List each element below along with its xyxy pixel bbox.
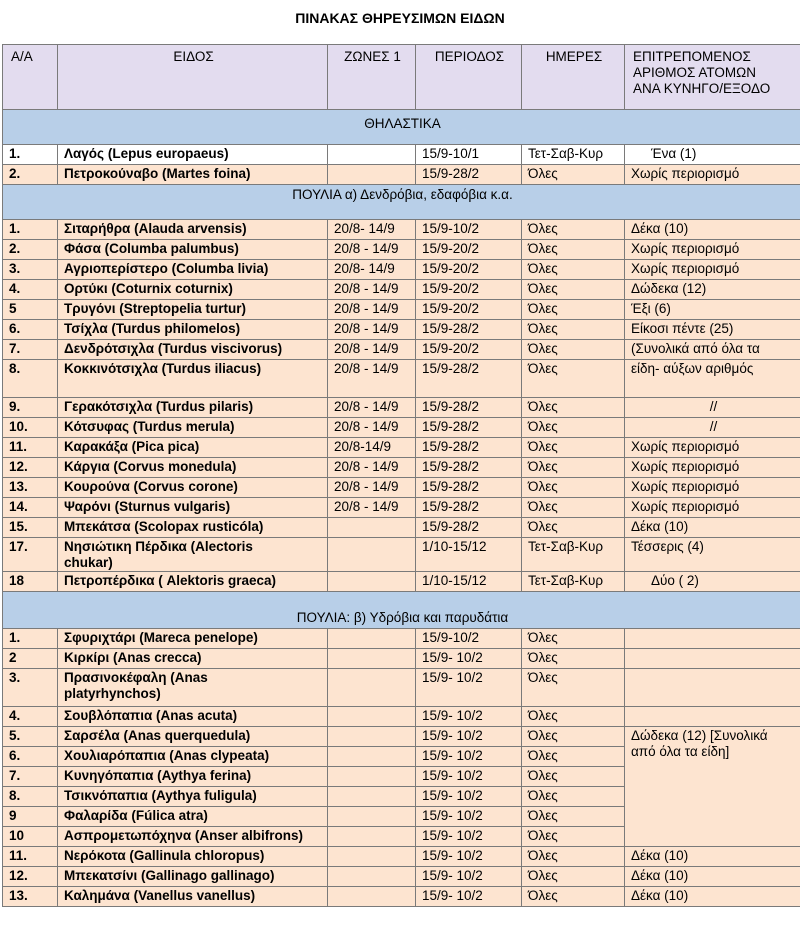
- table-cell: Δέκα (10): [625, 220, 800, 240]
- table-cell: [328, 847, 416, 867]
- species-name-cell: [58, 220, 328, 240]
- species-name: Ορτύκι (Coturnix coturnix): [64, 281, 233, 296]
- table-cell: 15/9- 10/2: [416, 787, 522, 807]
- table-cell: //: [625, 398, 800, 418]
- table-cell: 7.: [3, 767, 58, 787]
- table-cell: 8.: [3, 360, 58, 398]
- table-cell: 15/9- 10/2: [416, 827, 522, 847]
- species-name-cell: [58, 867, 328, 887]
- species-name-cell: [58, 418, 328, 438]
- table-cell: Όλες: [522, 827, 625, 847]
- col-header-allowed: [625, 45, 800, 110]
- species-name: Κάργια (Corvus monedula): [64, 459, 237, 474]
- table-cell: Χωρίς περιορισμό: [625, 438, 800, 458]
- table-cell: Χωρίς περιορισμό: [625, 478, 800, 498]
- table-row: [3, 418, 800, 438]
- table-cell: [328, 827, 416, 847]
- table-cell: 20/8- 14/9: [328, 260, 416, 280]
- table-row: [3, 220, 800, 240]
- table-cell: Ένα (1): [625, 145, 800, 165]
- table-cell: 8.: [3, 787, 58, 807]
- table-cell: 9.: [3, 398, 58, 418]
- table-row: [3, 867, 800, 887]
- species-name: Χουλιαρόπαπια (Anas clypeata): [64, 748, 270, 763]
- species-name: Τσικνόπαπια (Aythya fuligula): [64, 788, 257, 803]
- table-cell: 15/9-20/2: [416, 280, 522, 300]
- table-cell: 11.: [3, 847, 58, 867]
- table-cell: 15/9- 10/2: [416, 867, 522, 887]
- table-cell: 6.: [3, 320, 58, 340]
- game-species-table: [2, 44, 800, 907]
- table-cell: Όλες: [522, 398, 625, 418]
- table-cell: Όλες: [522, 220, 625, 240]
- table-cell: Χωρίς περιορισμό: [625, 260, 800, 280]
- table-cell: 17.: [3, 538, 58, 572]
- species-name-cell: [58, 629, 328, 649]
- table-cell: 15/9-20/2: [416, 340, 522, 360]
- col-header-allowed-line1: ΕΠΙΤΡΕΠΟΜΕΝΟΣ: [633, 49, 751, 64]
- table-cell: 3.: [3, 260, 58, 280]
- section-row-birds-a: [3, 185, 800, 220]
- table-row: [3, 145, 800, 165]
- section-title-birds-a: ΠΟΥΛΙΑ α) Δενδρόβια, εδαφόβια κ.α.: [3, 185, 800, 220]
- table-cell: Όλες: [522, 458, 625, 478]
- table-row: [3, 629, 800, 649]
- table-cell: 15/9- 10/2: [416, 767, 522, 787]
- table-cell: Χωρίς περιορισμό: [625, 165, 800, 185]
- species-name: Κοκκινότσιχλα (Turdus iliacus): [64, 361, 262, 376]
- table-cell: 18: [3, 572, 58, 592]
- table-cell: Χωρίς περιορισμό: [625, 240, 800, 260]
- table-cell: 20/8 - 14/9: [328, 300, 416, 320]
- table-cell: [328, 145, 416, 165]
- table-row: [3, 727, 800, 747]
- species-name-cell: [58, 827, 328, 847]
- table-cell: 2.: [3, 240, 58, 260]
- species-name-cell: [58, 887, 328, 907]
- table-cell: 20/8 - 14/9: [328, 340, 416, 360]
- table-cell: [328, 707, 416, 727]
- table-cell: Όλες: [522, 707, 625, 727]
- species-name: Τρυγόνι (Streptopelia turtur): [64, 301, 246, 316]
- table-cell: 1/10-15/12: [416, 538, 522, 572]
- table-cell: [328, 669, 416, 707]
- species-name: Πρασινοκέφαλη (Anas: [64, 670, 208, 685]
- table-cell: 2: [3, 649, 58, 669]
- table-cell: Όλες: [522, 260, 625, 280]
- table-cell: [328, 518, 416, 538]
- table-cell: Όλες: [522, 649, 625, 669]
- table-cell: 15/9-28/2: [416, 360, 522, 398]
- species-name-cell: [58, 747, 328, 767]
- species-name: Πετροπέρδικα ( Alektoris graeca): [64, 573, 277, 588]
- table-cell: 15/9-10/2: [416, 220, 522, 240]
- table-cell: 13.: [3, 478, 58, 498]
- table-cell: 15.: [3, 518, 58, 538]
- table-cell: Χωρίς περιορισμό: [625, 458, 800, 478]
- table-cell: [328, 807, 416, 827]
- table-cell: 1.: [3, 145, 58, 165]
- table-row: [3, 300, 800, 320]
- table-cell: 15/9- 10/2: [416, 649, 522, 669]
- col-header-aa: Α/Α: [3, 45, 58, 110]
- table-cell: Δέκα (10): [625, 867, 800, 887]
- table-cell: Όλες: [522, 360, 625, 398]
- table-cell: 20/8 - 14/9: [328, 360, 416, 398]
- col-header-species: ΕΙΔΟΣ: [58, 45, 328, 110]
- table-cell: 15/9- 10/2: [416, 887, 522, 907]
- table-row: [3, 398, 800, 418]
- table-cell: 15/9-28/2: [416, 165, 522, 185]
- table-cell: 15/9-10/2: [416, 629, 522, 649]
- species-name-cell: [58, 807, 328, 827]
- table-cell: Δέκα (10): [625, 887, 800, 907]
- table-cell: Όλες: [522, 887, 625, 907]
- species-name-cell: [58, 360, 328, 398]
- species-name-cell: [58, 572, 328, 592]
- table-cell: (Συνολικά από όλα τα: [625, 340, 800, 360]
- table-cell: Είκοσι πέντε (25): [625, 320, 800, 340]
- table-cell: 15/9-28/2: [416, 438, 522, 458]
- table-cell: 20/8 - 14/9: [328, 240, 416, 260]
- species-name-cell: [58, 320, 328, 340]
- species-name: Κυνηγόπαπια (Aythya ferina): [64, 768, 252, 783]
- table-cell: Έξι (6): [625, 300, 800, 320]
- table-cell: 15/9-28/2: [416, 458, 522, 478]
- species-name: Κότσυφας (Turdus merula): [64, 419, 235, 434]
- table-cell: Όλες: [522, 629, 625, 649]
- table-cell: [625, 649, 800, 669]
- table-cell: Τετ-Σαβ-Κυρ: [522, 538, 625, 572]
- merged-limit-cell: [625, 727, 800, 847]
- table-cell: [328, 629, 416, 649]
- table-cell: 15/9-20/2: [416, 240, 522, 260]
- table-cell: Όλες: [522, 767, 625, 787]
- table-cell: [328, 649, 416, 669]
- species-name: Τσίχλα (Turdus philomelos): [64, 321, 241, 336]
- table-cell: [625, 629, 800, 649]
- table-cell: Δέκα (10): [625, 847, 800, 867]
- table-row: [3, 669, 800, 707]
- table-cell: 1.: [3, 220, 58, 240]
- table-cell: Δύο ( 2): [625, 572, 800, 592]
- table-cell: Όλες: [522, 340, 625, 360]
- table-cell: 14.: [3, 498, 58, 518]
- table-cell: 15/9-28/2: [416, 320, 522, 340]
- table-cell: Δέκα (10): [625, 518, 800, 538]
- table-cell: Όλες: [522, 867, 625, 887]
- merged-limit-line1: Δώδεκα (12) [Συνολικά: [631, 728, 768, 743]
- table-cell: [328, 887, 416, 907]
- table-cell: 3.: [3, 669, 58, 707]
- table-row: [3, 240, 800, 260]
- merged-limit-line2: από όλα τα είδη]: [631, 744, 730, 759]
- table-cell: Όλες: [522, 165, 625, 185]
- table-cell: Δώδεκα (12): [625, 280, 800, 300]
- table-cell: Όλες: [522, 280, 625, 300]
- species-name-cell: [58, 767, 328, 787]
- col-header-period: ΠΕΡΙΟΔΟΣ: [416, 45, 522, 110]
- table-row: [3, 165, 800, 185]
- table-cell: 15/9- 10/2: [416, 847, 522, 867]
- table-cell: Όλες: [522, 807, 625, 827]
- table-row: [3, 360, 800, 398]
- table-cell: 15/9- 10/2: [416, 727, 522, 747]
- col-header-zones: ΖΩΝΕΣ 1: [328, 45, 416, 110]
- table-cell: Όλες: [522, 727, 625, 747]
- table-cell: 11.: [3, 438, 58, 458]
- table-cell: Όλες: [522, 498, 625, 518]
- table-cell: 20/8 - 14/9: [328, 280, 416, 300]
- table-cell: Όλες: [522, 240, 625, 260]
- section-row-birds-b: [3, 592, 800, 629]
- table-row: [3, 649, 800, 669]
- table-header-row: [3, 45, 800, 110]
- table-cell: 20/8-14/9: [328, 438, 416, 458]
- table-cell: [328, 572, 416, 592]
- table-cell: Όλες: [522, 418, 625, 438]
- species-name-cell: [58, 165, 328, 185]
- table-cell: Όλες: [522, 669, 625, 707]
- table-row: [3, 340, 800, 360]
- table-cell: Όλες: [522, 478, 625, 498]
- table-cell: Όλες: [522, 300, 625, 320]
- species-name: Καρακάξα (Pica pica): [64, 439, 200, 454]
- species-name-cell: [58, 707, 328, 727]
- table-row: [3, 847, 800, 867]
- table-cell: Τετ-Σαβ-Κυρ: [522, 145, 625, 165]
- species-name: Ψαρόνι (Sturnus vulgaris): [64, 499, 231, 514]
- table-cell: 15/9-28/2: [416, 398, 522, 418]
- species-name: Αγριοπερίστερο (Columba livia): [64, 261, 269, 276]
- species-name: Κουρούνα (Corvus corone): [64, 479, 238, 494]
- species-name-cell: [58, 280, 328, 300]
- table-cell: 15/9-28/2: [416, 418, 522, 438]
- page-title: ΠΙΝΑΚΑΣ ΘΗΡΕΥΣΙΜΩΝ ΕΙΔΩΝ: [295, 10, 505, 26]
- table-cell: 1/10-15/12: [416, 572, 522, 592]
- table-cell: 20/8- 14/9: [328, 220, 416, 240]
- species-name: Κιρκίρι (Anas crecca): [64, 650, 202, 665]
- species-name-cell: [58, 340, 328, 360]
- table-cell: Χωρίς περιορισμό: [625, 498, 800, 518]
- table-row: [3, 498, 800, 518]
- table-cell: 10: [3, 827, 58, 847]
- species-name-cell: [58, 649, 328, 669]
- species-name-cell: [58, 438, 328, 458]
- table-cell: 15/9-28/2: [416, 518, 522, 538]
- table-row: [3, 518, 800, 538]
- species-name: Πετροκούναβο (Martes foina): [64, 166, 251, 181]
- table-cell: 1.: [3, 629, 58, 649]
- species-name: Σαρσέλα (Anas querquedula): [64, 728, 251, 743]
- species-name: Σφυριχτάρι (Mareca penelope): [64, 630, 258, 645]
- species-name-cell: [58, 478, 328, 498]
- table-cell: [328, 727, 416, 747]
- table-cell: //: [625, 418, 800, 438]
- table-cell: 15/9-28/2: [416, 478, 522, 498]
- species-name: Μπεκάτσα (Scolopax rusticóla): [64, 519, 264, 534]
- table-cell: 20/8 - 14/9: [328, 320, 416, 340]
- species-name: Λαγός (Lepus europaeus): [64, 146, 229, 161]
- table-cell: Τέσσερις (4): [625, 538, 800, 572]
- species-name: Σουβλόπαπια (Anas acuta): [64, 708, 238, 723]
- table-row: [3, 458, 800, 478]
- species-name-cell: [58, 538, 328, 572]
- table-cell: Όλες: [522, 847, 625, 867]
- table-cell: 2.: [3, 165, 58, 185]
- table-cell: [328, 165, 416, 185]
- table-cell: είδη- αύξων αριθμός: [625, 360, 800, 398]
- species-name-cell: [58, 458, 328, 478]
- section-title-mammals: ΘΗΛΑΣΤΙΚΑ: [3, 110, 800, 145]
- table-cell: Όλες: [522, 438, 625, 458]
- table-cell: Τετ-Σαβ-Κυρ: [522, 572, 625, 592]
- table-cell: 5: [3, 300, 58, 320]
- table-cell: 15/9-28/2: [416, 498, 522, 518]
- table-row: [3, 438, 800, 458]
- species-name: Δενδρότσιχλα (Turdus viscivorus): [64, 341, 283, 356]
- table-cell: 20/8 - 14/9: [328, 458, 416, 478]
- table-cell: 12.: [3, 867, 58, 887]
- species-name: Γερακότσιχλα (Turdus pilaris): [64, 399, 254, 414]
- table-row: [3, 260, 800, 280]
- table-row: [3, 572, 800, 592]
- table-cell: 5.: [3, 727, 58, 747]
- table-cell: [328, 867, 416, 887]
- table-cell: 15/9- 10/2: [416, 707, 522, 727]
- table-cell: 9: [3, 807, 58, 827]
- species-name-cell: [58, 518, 328, 538]
- table-cell: 15/9-10/1: [416, 145, 522, 165]
- table-cell: 12.: [3, 458, 58, 478]
- species-name-cell: [58, 398, 328, 418]
- table-cell: Όλες: [522, 518, 625, 538]
- col-header-days: ΗΜΕΡΕΣ: [522, 45, 625, 110]
- table-cell: [625, 707, 800, 727]
- table-cell: 4.: [3, 707, 58, 727]
- species-name-cell: [58, 240, 328, 260]
- species-name-cell: [58, 727, 328, 747]
- table-row: [3, 887, 800, 907]
- table-cell: 15/9-20/2: [416, 300, 522, 320]
- table-cell: 15/9-20/2: [416, 260, 522, 280]
- species-name-line2: chukar): [64, 555, 113, 570]
- table-cell: 15/9- 10/2: [416, 747, 522, 767]
- table-cell: [328, 767, 416, 787]
- species-name-cell: [58, 145, 328, 165]
- species-name: Φαλαρίδα (Fúlica atra): [64, 808, 208, 823]
- table-row: [3, 538, 800, 572]
- species-name: Μπεκατσίνι (Gallinago gallinago): [64, 868, 275, 883]
- species-name: Καλημάνα (Vanellus vanellus): [64, 888, 256, 903]
- table-cell: [328, 787, 416, 807]
- table-cell: 20/8 - 14/9: [328, 498, 416, 518]
- table-cell: 15/9- 10/2: [416, 807, 522, 827]
- species-name: Ασπρομετωπόχηνα (Anser albifrons): [64, 828, 303, 843]
- table-cell: 7.: [3, 340, 58, 360]
- table-cell: 10.: [3, 418, 58, 438]
- species-name: Φάσα (Columba palumbus): [64, 241, 239, 256]
- species-name-cell: [58, 669, 328, 707]
- table-cell: Όλες: [522, 320, 625, 340]
- table-cell: 20/8 - 14/9: [328, 398, 416, 418]
- table-row: [3, 280, 800, 300]
- table-cell: [625, 669, 800, 707]
- col-header-allowed-line2: ΑΡΙΘΜΟΣ ΑΤΟΜΩΝ: [633, 65, 756, 80]
- table-cell: 4.: [3, 280, 58, 300]
- table-cell: 6.: [3, 747, 58, 767]
- species-name-cell: [58, 300, 328, 320]
- species-name: Νησιώτικη Πέρδικα (Alectoris: [64, 539, 253, 554]
- species-name-line2: platyrhynchos): [64, 686, 161, 701]
- table-cell: 15/9- 10/2: [416, 669, 522, 707]
- section-title-birds-b: ΠΟΥΛΙΑ: β) Υδρόβια και παρυδάτια: [3, 592, 800, 629]
- species-name: Νερόκοτα (Gallinula chloropus): [64, 848, 265, 863]
- table-row: [3, 320, 800, 340]
- table-cell: [328, 747, 416, 767]
- species-name-cell: [58, 847, 328, 867]
- table-cell: 13.: [3, 887, 58, 907]
- table-cell: 20/8 - 14/9: [328, 478, 416, 498]
- species-name-cell: [58, 787, 328, 807]
- table-row: [3, 707, 800, 727]
- species-name-cell: [58, 498, 328, 518]
- table-cell: 20/8 - 14/9: [328, 418, 416, 438]
- table-cell: Όλες: [522, 747, 625, 767]
- table-cell: [328, 538, 416, 572]
- table-cell: Όλες: [522, 787, 625, 807]
- species-name: Σιταρήθρα (Alauda arvensis): [64, 221, 247, 236]
- species-name-cell: [58, 260, 328, 280]
- col-header-allowed-line3: ΑΝΑ ΚΥΝΗΓΟ/ΕΞΟΔΟ: [633, 81, 771, 96]
- section-row-mammals: [3, 110, 800, 145]
- table-row: [3, 478, 800, 498]
